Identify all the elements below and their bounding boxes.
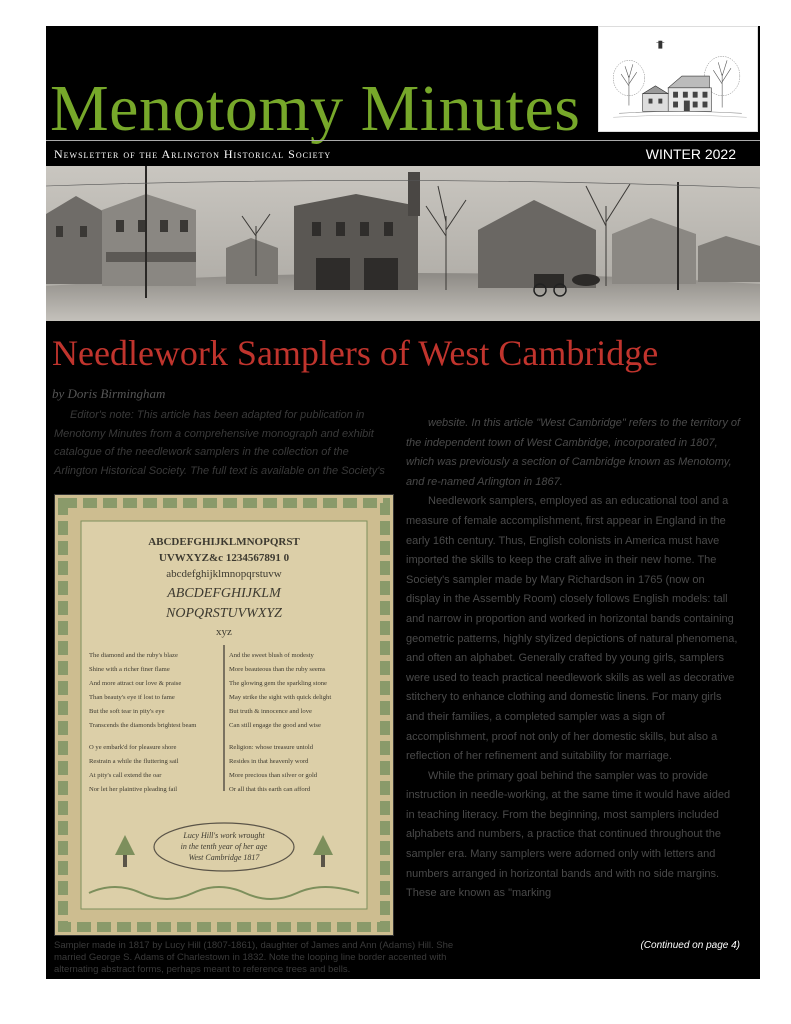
- masthead-subtitle: Newsletter of the Arlington Historical Society: [54, 147, 332, 161]
- editors-note-text-left: Editor's note: This article has been adapted for publication in Menotomy Minutes from a comprehensive monograph and exhibit catalogue of the needlework samplers in the collection of the Arlington Historical Society. The full text is available on the Society's: [54, 409, 385, 477]
- sampler-verse-left-line: The diamond and the ruby's blaze: [89, 652, 178, 659]
- sampler-verse-left-line: Transcends the diamonds brightest beam: [89, 722, 197, 729]
- house-illustration: [599, 27, 757, 131]
- sampler-alphabet-lower: abcdefghijklmnopqrstuvw: [166, 568, 282, 580]
- sampler-verse-left-line: Than beauty's eye if lost to fame: [89, 694, 175, 701]
- article-byline: by Doris Birmingham: [52, 386, 166, 401]
- photo-caption: Sampler made in 1817 by Lucy Hill (1807-1861), daughter of James and Ann (Adams) Hill. She married George S. Adams of Charlestown in 1832. Note the looping line border accented with alternating abstract forms, perhaps meant to reference trees and bells.: [54, 940, 454, 975]
- article-paragraph-1: Needlework samplers, employed as an educational tool and a measure of female accomplishment, first appear in England in the early 16th century. Thus, English colonists in America must have imported the skills to keep the craft alive in their new home. The Society's sampler made by Mary Richardson in 1765 (now on display in the Assembly Room) closely follows English models: tall and narrow in proportion and worked in horizontal bands containing geometric patterns, highly stylized depictions of natural phenomena, and often an alphabet. Generally crafted by young girls, samplers were used to teach practical needlework skills as well as decorative stitchery to enhance clothing and domestic linens. For many girls and their families, a completed sampler was a sign of accomplishment, proof not only of her domestic skills, but also a reflection of her refinement and suitability for marriage.: [406, 495, 738, 763]
- society-logo: [598, 26, 758, 132]
- street-panorama-photo: [46, 166, 760, 321]
- editors-note-right: website. In this article "West Cambridge" refers to the territory of the independent town of West Cambridge, incorporated in 1807, which was previously a section of Cambridge known as Menotomy, and re-named Arlington in 1867.: [406, 417, 741, 488]
- issue-date: WINTER 2022: [645, 146, 736, 162]
- sampler-verse-right-line: More beauteous than the ruby seems: [229, 666, 326, 673]
- sampler-signature-line: West Cambridge 1817: [188, 853, 260, 862]
- sampler-script-upper-2: NOPQRSTUVWXYZ: [166, 606, 282, 621]
- sampler-verse2-left-line: Restrain a while the fluttering sail: [89, 758, 179, 765]
- sampler-script-upper: ABCDEFGHIJKLM: [167, 586, 281, 601]
- sampler-signature-line: Lucy Hill's work wrought: [183, 831, 265, 840]
- sampler-verse2-left-line: O ye embark'd for pleasure shore: [89, 744, 177, 751]
- continued-note: (Continued on page 4): [640, 940, 740, 951]
- sampler-verse-left-line: Shine with a richer finer flame: [89, 666, 170, 673]
- sampler-verse-right-line: The glowing gem the sparkling stone: [229, 680, 327, 687]
- editors-note-left: [54, 406, 394, 480]
- newsletter-page: [46, 26, 760, 979]
- sampler-alphabet-upper-2: UVWXYZ&c 1234567891 0: [158, 552, 290, 564]
- sampler-verse2-right-line: Religion: whose treasure untold: [229, 744, 314, 751]
- sampler-photo: [54, 494, 394, 936]
- sampler-verse2-left-line: Nor let her plaintive pleading fail: [89, 786, 178, 793]
- sampler-signature-line: in the tenth year of her age: [180, 842, 268, 851]
- article-paragraph-2: While the primary goal behind the sampler was to provide instruction in needle-working, at the same time it would have aided in teaching literacy. From the beginning, most samplers included alphabets and numbers, a practice that continued throughout the sampler era. Many samplers were adorned only with letters and numbers arranged in horizontal bands and with no side margins. These are known as "marking: [406, 769, 731, 900]
- sampler-verse2-right-line: More precious than silver or gold: [229, 772, 318, 779]
- sampler-verse-right-line: Can still engage the good and wise: [229, 722, 321, 729]
- sampler-verse-right-line: But truth & innocence and love: [229, 708, 312, 715]
- sampler-script-end: xyz: [216, 626, 232, 638]
- article-headline: Needlework Samplers of West Cambridge: [52, 333, 659, 373]
- masthead-bar: [46, 140, 760, 164]
- sampler-verse2-right-line: Or all that this earth can afford: [229, 786, 311, 793]
- sampler-verse-right-line: And the sweet blush of modesty: [229, 652, 314, 659]
- sampler-verse2-right-line: Resides in that heavenly word: [229, 758, 309, 765]
- sampler-verse-left-line: And more attract our love & praise: [89, 680, 182, 687]
- sampler-alphabet-upper: ABCDEFGHIJKLMNOPQRST: [148, 536, 300, 548]
- article-body: [406, 414, 741, 904]
- sampler-verse-left-line: But the soft tear in pity's eye: [89, 708, 165, 715]
- masthead-title: Menotomy Minutes: [50, 72, 581, 145]
- sampler-verse2-left-line: At pity's call extend the oar: [89, 772, 162, 779]
- sampler-verse-right-line: May strike the sight with quick delight: [229, 694, 332, 701]
